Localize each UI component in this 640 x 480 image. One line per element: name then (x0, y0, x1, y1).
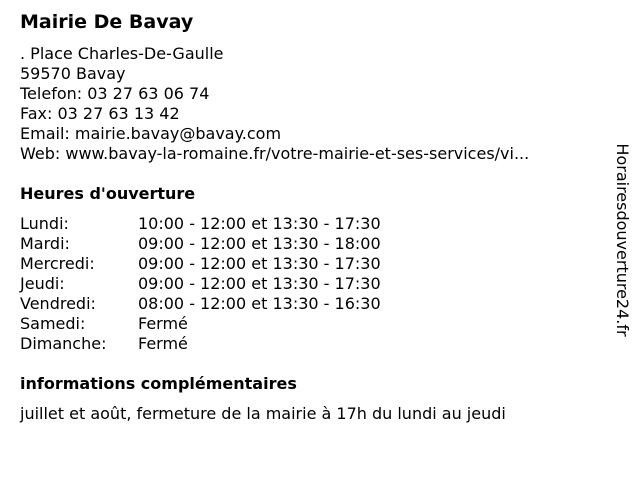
address-line: . Place Charles-De-Gaulle (20, 44, 224, 63)
time-value: 09:00 - 12:00 et 13:30 - 18:00 (138, 234, 381, 253)
time-value: 10:00 - 12:00 et 13:30 - 17:30 (138, 214, 381, 233)
site-watermark: Horairesdouverture24.fr (613, 143, 632, 337)
info-text: juillet et août, fermeture de la mairie à 17h du lundi au jeudi (20, 404, 506, 423)
day-label: Mercredi: (20, 254, 95, 273)
time-value: 09:00 - 12:00 et 13:30 - 17:30 (138, 254, 381, 273)
time-value: Fermé (138, 314, 188, 333)
day-label: Lundi: (20, 214, 69, 233)
day-label: Samedi: (20, 314, 86, 333)
email-line: Email: mairie.bavay@bavay.com (20, 124, 282, 143)
day-label: Jeudi: (20, 274, 65, 293)
day-label: Vendredi: (20, 294, 96, 313)
phone-line: Telefon: 03 27 63 06 74 (20, 84, 210, 103)
contact-block (20, 44, 529, 164)
fax-line: Fax: 03 27 63 13 42 (20, 104, 180, 123)
info-heading: informations complémentaires (20, 374, 297, 393)
city-line: 59570 Bavay (20, 64, 126, 83)
day-label: Dimanche: (20, 334, 107, 353)
hours-heading: Heures d'ouverture (20, 184, 196, 203)
page-title: Mairie De Bavay (20, 11, 194, 33)
time-value: 09:00 - 12:00 et 13:30 - 17:30 (138, 274, 381, 293)
time-value: 08:00 - 12:00 et 13:30 - 16:30 (138, 294, 381, 313)
day-label: Mardi: (20, 234, 70, 253)
web-line: Web: www.bavay-la-romaine.fr/votre-mairie-et-ses-services/vi... (20, 144, 530, 163)
time-value: Fermé (138, 334, 188, 353)
